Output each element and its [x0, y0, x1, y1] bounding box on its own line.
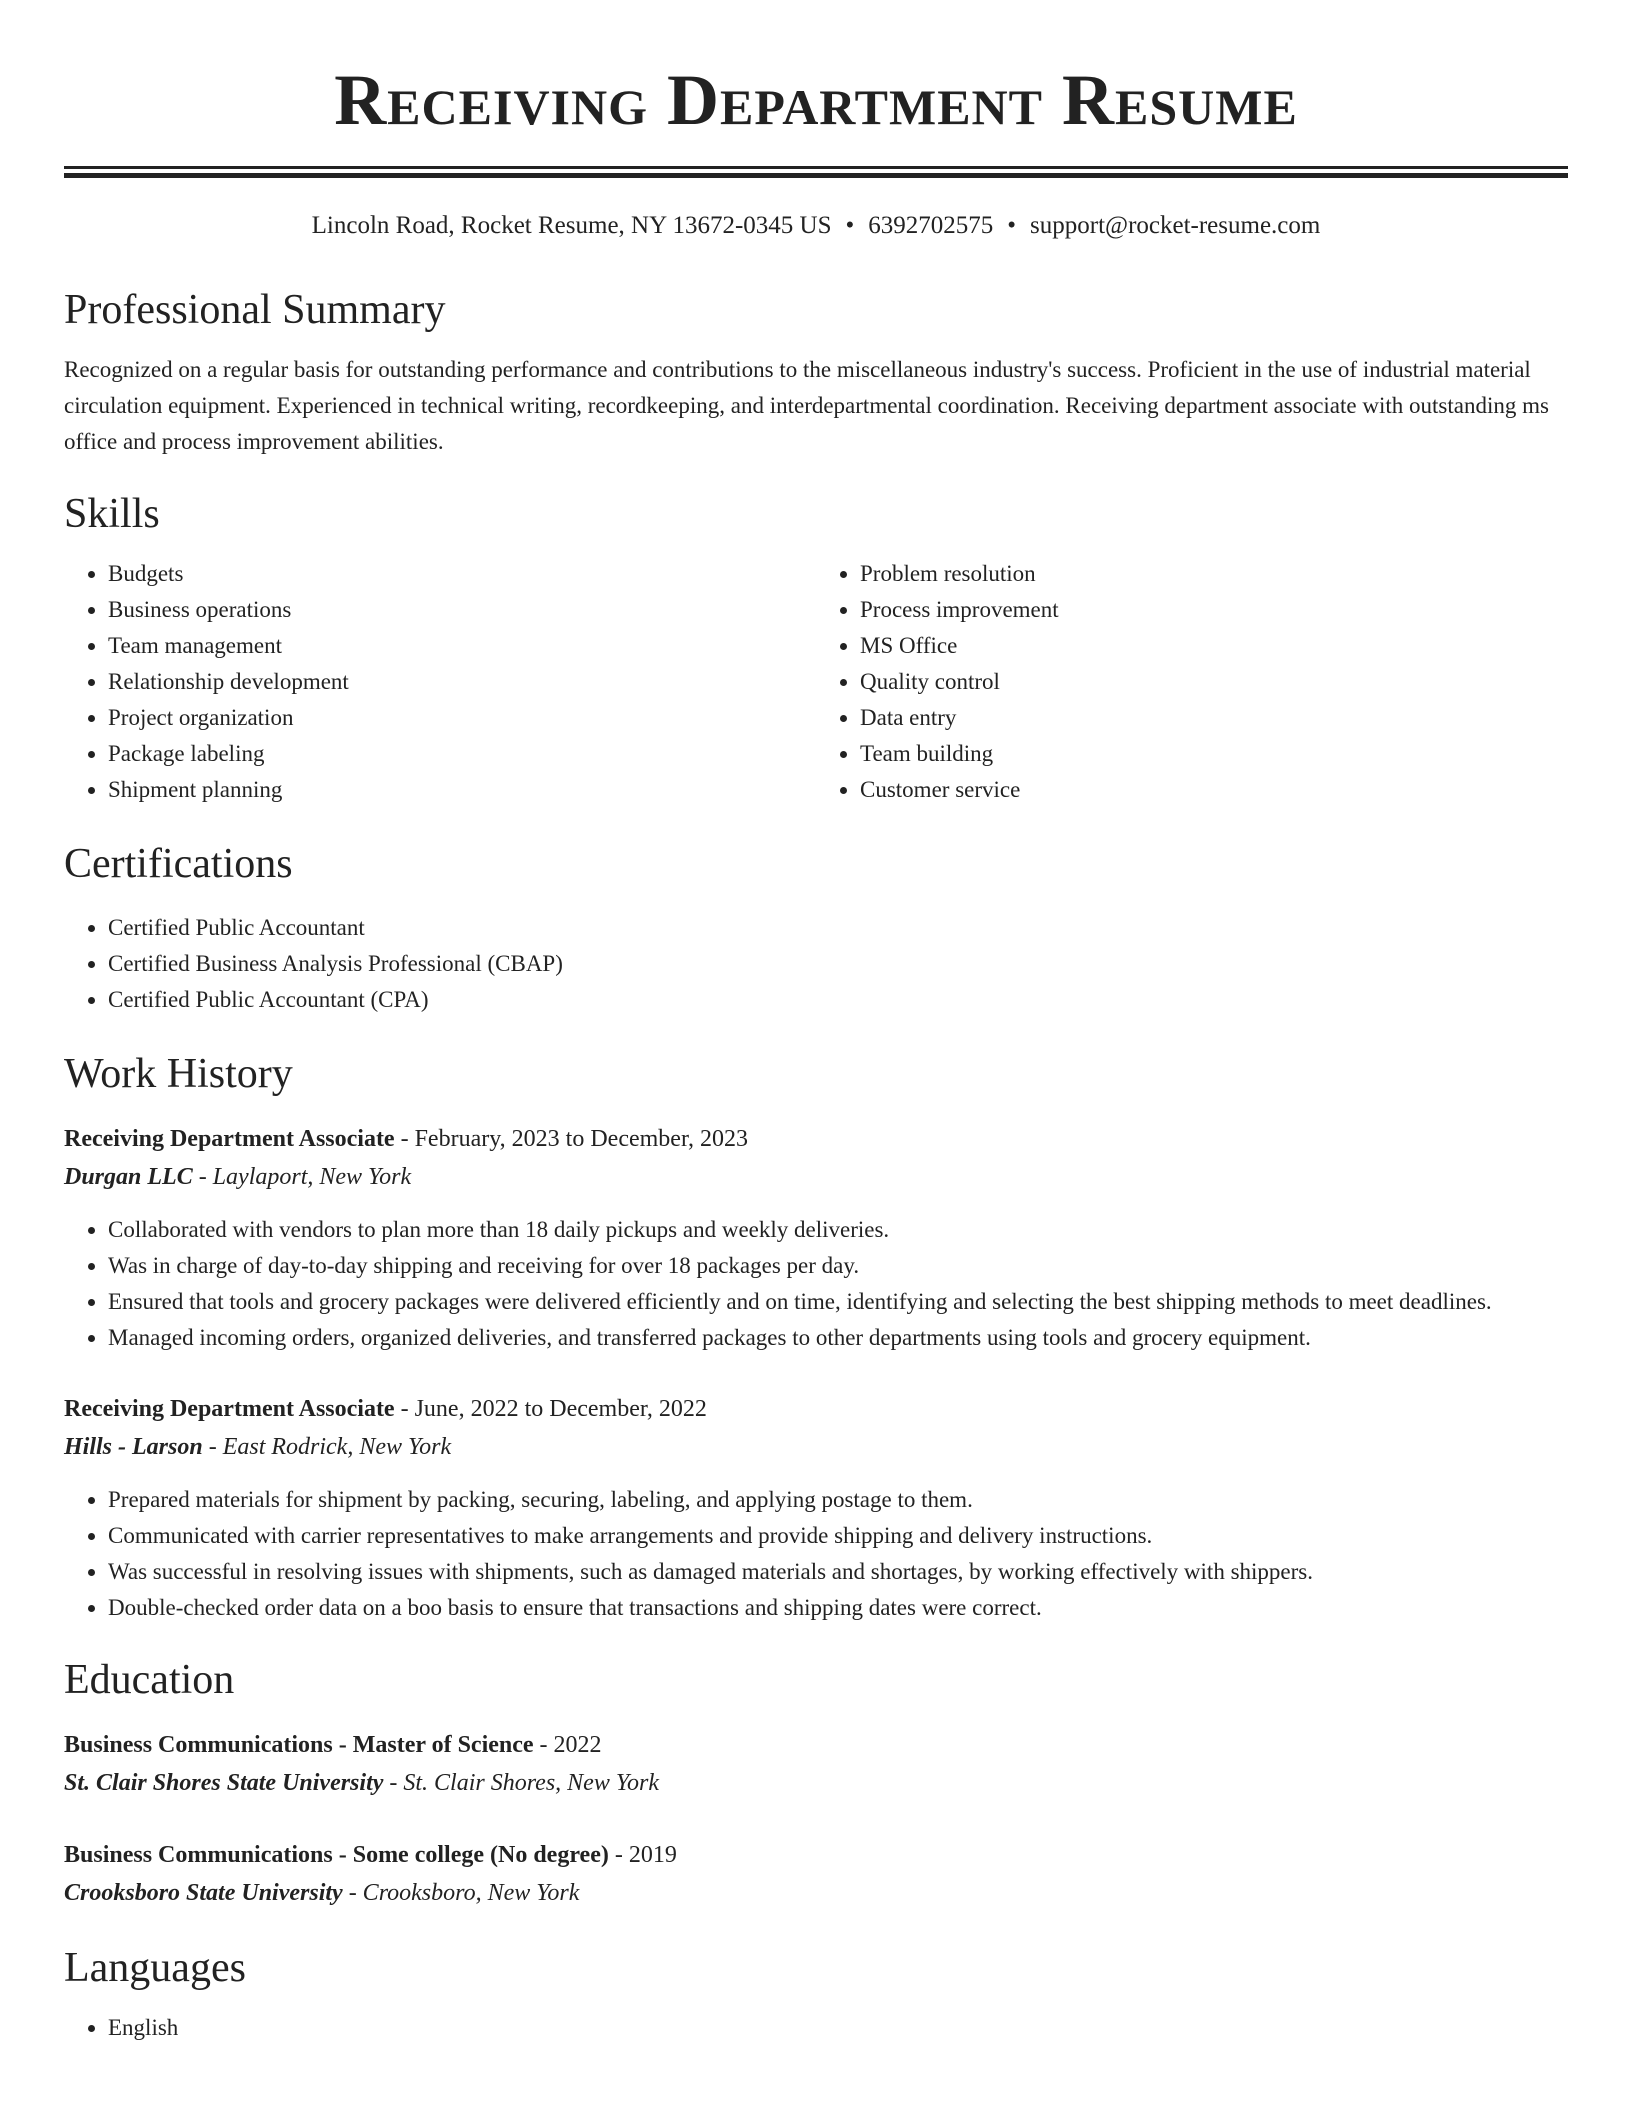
skill-item: • Quality control: [860, 664, 1568, 700]
contact-separator: •: [845, 212, 855, 239]
contact-separator: •: [1007, 212, 1017, 239]
work-history-heading: Work History: [64, 1051, 293, 1097]
education-school: St. Clair Shores State University: [64, 1770, 384, 1796]
education-entry: [64, 1726, 1568, 1802]
skill-item: • Customer service: [860, 772, 1568, 808]
contact-phone: 6392702575: [868, 212, 994, 239]
education-entry: [64, 1836, 1568, 1912]
education-school: Crooksboro State University: [64, 1880, 343, 1906]
certifications-list: [64, 910, 1568, 1018]
job-location: - East Rodrick, New York: [202, 1434, 452, 1460]
education-header: [64, 1836, 1568, 1874]
certification-item: • Certified Business Analysis Professional (CBAP): [108, 946, 1568, 982]
skill-item: • Relationship development: [108, 664, 816, 700]
contact-email: support@rocket-resume.com: [1030, 212, 1321, 239]
job-entry: [64, 1120, 1568, 1356]
job-employer: [64, 1158, 1568, 1196]
languages-heading: Languages: [64, 1945, 246, 1991]
job-title: Receiving Department Associate: [64, 1396, 395, 1422]
skill-item: • Data entry: [860, 700, 1568, 736]
job-duty: • Communicated with carrier representatives to make arrangements and provide shipping and delivery instructions.: [108, 1518, 1568, 1554]
education-heading: Education: [64, 1657, 235, 1703]
languages-list: [64, 2010, 1568, 2046]
skill-item: • Team building: [860, 736, 1568, 772]
education-degree: Business Communications - Some college (No degree): [64, 1842, 609, 1868]
job-duty: • Ensured that tools and grocery packages were delivered efficiently and on time, identifying and selecting the best shipping methods to meet deadlines.: [108, 1284, 1568, 1320]
job-duties-list: [64, 1482, 1568, 1626]
skill-item: • Problem resolution: [860, 556, 1568, 592]
job-duty: • Was successful in resolving issues with shipments, such as damaged materials and shortages, by working effectively with shippers.: [108, 1554, 1568, 1590]
job-company: Hills - Larson: [64, 1434, 203, 1460]
job-duty: • Was in charge of day-to-day shipping and receiving for over 18 packages per day.: [108, 1248, 1568, 1284]
job-duty: • Collaborated with vendors to plan more than 18 daily pickups and weekly deliveries.: [108, 1212, 1568, 1248]
education-header: [64, 1726, 1568, 1764]
skill-item: • Business operations: [108, 592, 816, 628]
education-school-line: [64, 1764, 1568, 1802]
job-dates: - June, 2022 to December, 2022: [394, 1396, 707, 1422]
job-duty: • Managed incoming orders, organized deliveries, and transferred packages to other departments using tools and grocery equipment.: [108, 1320, 1568, 1356]
education-location: - St. Clair Shores, New York: [383, 1770, 659, 1796]
education-year: - 2022: [533, 1732, 602, 1758]
job-entry: [64, 1390, 1568, 1626]
summary-text: Recognized on a regular basis for outstanding performance and contributions to the miscellaneous industry's success. Proficient in the use of industrial material circulation equipment. Experienced in technical writing, recordkeeping, and interdepartmental coordination. Receiving department associate with outstanding ms office and process improvement abilities.: [64, 357, 1549, 454]
job-duties-list: [64, 1212, 1568, 1356]
job-dates: - February, 2023 to December, 2023: [394, 1126, 748, 1152]
skill-item: • Budgets: [108, 556, 816, 592]
job-company: Durgan LLC: [64, 1164, 193, 1190]
education-location: - Crooksboro, New York: [342, 1880, 580, 1906]
job-duty: • Prepared materials for shipment by packing, securing, labeling, and applying postage to them.: [108, 1482, 1568, 1518]
skill-item: • Team management: [108, 628, 816, 664]
contact-address: Lincoln Road, Rocket Resume, NY 13672-0345 US: [311, 212, 832, 239]
skill-item: • MS Office: [860, 628, 1568, 664]
job-location: - Laylaport, New York: [192, 1164, 412, 1190]
job-employer: [64, 1428, 1568, 1466]
certification-item: • Certified Public Accountant (CPA): [108, 982, 1568, 1018]
language-item: • English: [108, 2010, 1568, 2046]
summary-heading: Professional Summary: [64, 287, 446, 333]
skill-item: • Package labeling: [108, 736, 816, 772]
skills-heading: Skills: [64, 491, 160, 537]
skill-item: • Process improvement: [860, 592, 1568, 628]
skills-list-left: [64, 556, 816, 808]
education-year: - 2019: [608, 1842, 677, 1868]
job-header: [64, 1120, 1568, 1158]
education-school-line: [64, 1874, 1568, 1912]
skill-item: • Project organization: [108, 700, 816, 736]
resume-title: Receiving Department Resume: [334, 60, 1298, 140]
skills-columns: [64, 556, 1568, 808]
skills-list-right: [816, 556, 1568, 808]
skill-item: • Shipment planning: [108, 772, 816, 808]
education-degree: Business Communications - Master of Science: [64, 1732, 534, 1758]
job-title: Receiving Department Associate: [64, 1126, 395, 1152]
contact-line: [64, 210, 1568, 242]
certification-item: • Certified Public Accountant: [108, 910, 1568, 946]
title-divider: [64, 166, 1568, 178]
job-duty: • Double-checked order data on a boo basis to ensure that transactions and shipping dates were correct.: [108, 1590, 1568, 1626]
job-header: [64, 1390, 1568, 1428]
certifications-heading: Certifications: [64, 841, 293, 887]
